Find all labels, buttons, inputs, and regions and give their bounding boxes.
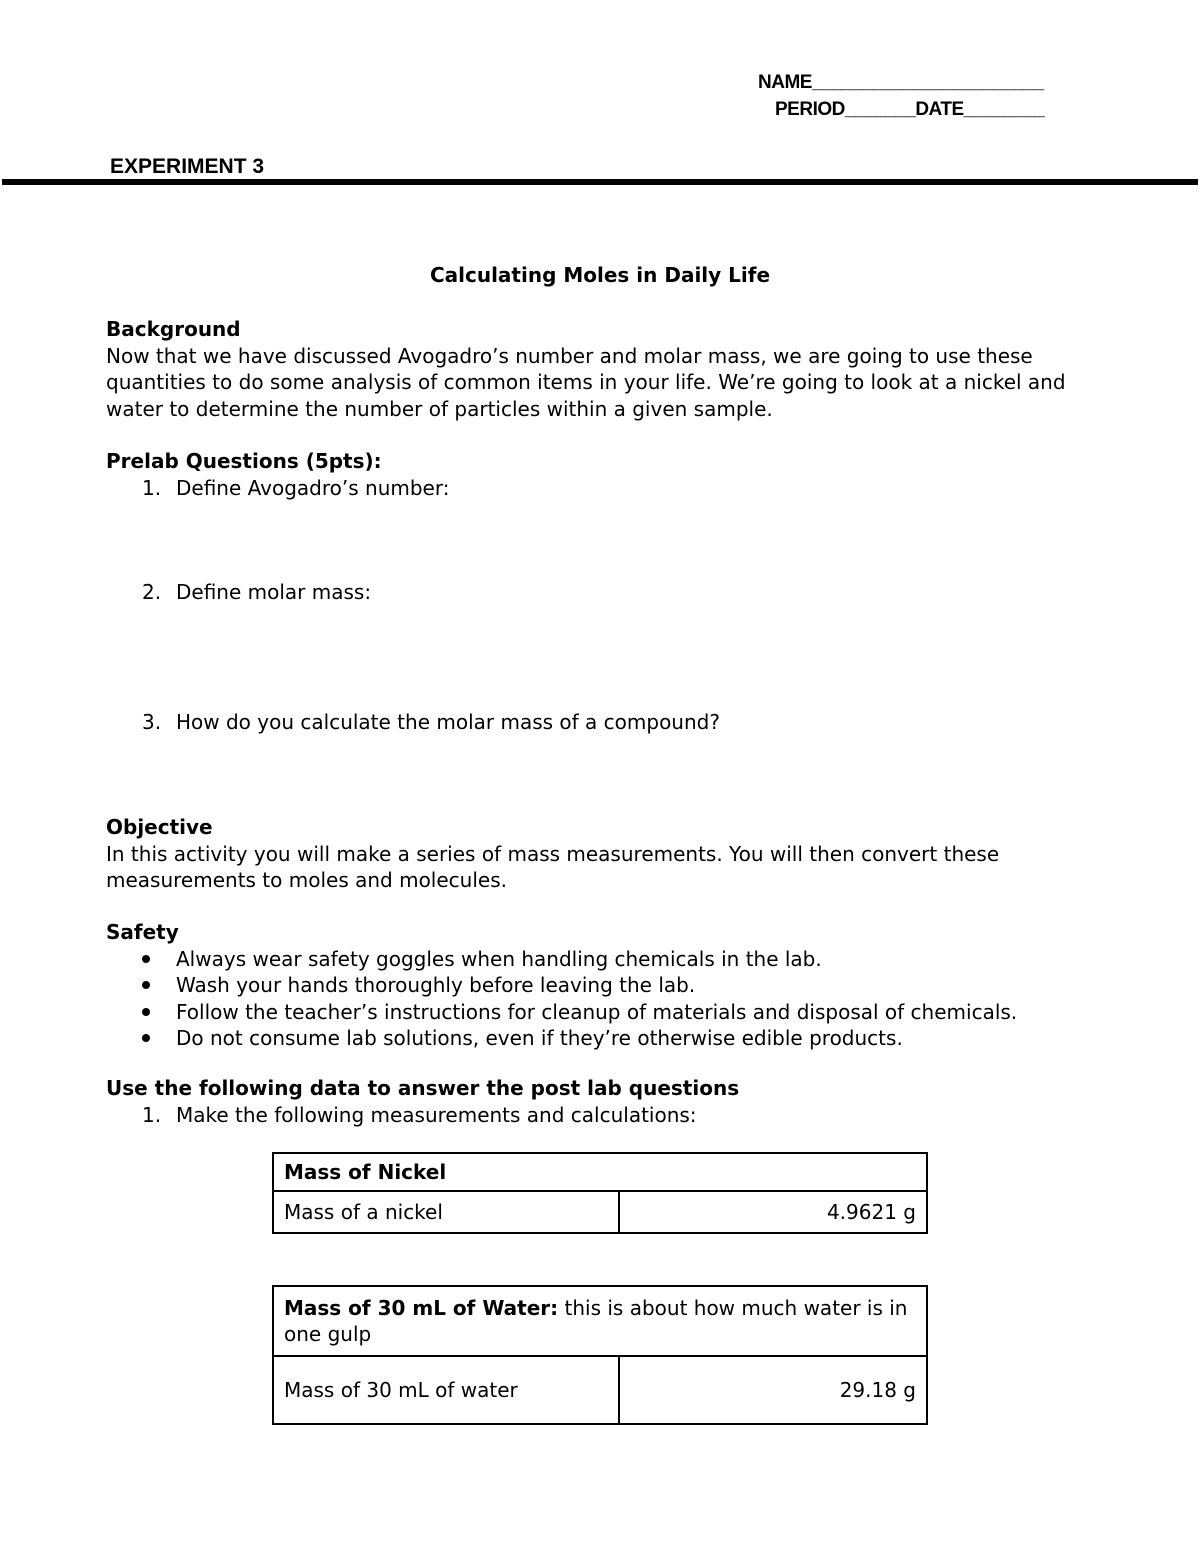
prelab-question-1 <box>106 475 1106 502</box>
safety-item: Do not consume lab solutions, even if they’re otherwise edible products. <box>176 1026 903 1050</box>
period-label: PERIOD <box>775 99 845 120</box>
water-table <box>272 1285 928 1425</box>
data-heading: Use the following data to answer the post lab questions <box>106 1076 740 1100</box>
list-item <box>106 999 1106 1026</box>
background-text: Now that we have discussed Avogadro’s number and molar mass, we are going to use these quantities to do some analysis of common items in your life. We’re going to look at a nickel and water to determine the number of particles within a given sample. <box>106 343 1066 421</box>
prelab-heading: Prelab Questions (5pts): <box>106 449 382 473</box>
question-text: How do you calculate the molar mass of a compound? <box>176 710 720 734</box>
water-mass-label: Mass of 30 mL of water <box>273 1356 619 1424</box>
question-number: 2. <box>142 580 162 604</box>
name-label: NAME <box>758 72 812 93</box>
nickel-table-header: Mass of Nickel <box>273 1153 927 1191</box>
name-blank: _______________________ <box>811 72 1044 93</box>
period-blank: _______ <box>844 99 916 120</box>
table-row <box>273 1153 927 1191</box>
experiment-number: EXPERIMENT 3 <box>110 155 265 178</box>
water-header-note: this is about how much water is in one gulp <box>284 1296 908 1346</box>
bullet-icon <box>142 955 150 963</box>
date-blank: ________ <box>963 99 1045 120</box>
objective-section <box>106 814 1106 894</box>
background-section <box>106 316 1106 422</box>
bullet-icon <box>142 981 150 989</box>
bullet-icon <box>142 1008 150 1016</box>
background-heading: Background <box>106 317 241 341</box>
safety-item: Always wear safety goggles when handling chemicals in the lab. <box>176 946 822 971</box>
table-row <box>273 1191 927 1233</box>
period-date-field <box>775 99 1044 121</box>
objective-text: In this activity you will make a series of mass measurements. You will then convert these measurements to moles and molecules. <box>106 841 1000 892</box>
step-number: 1. <box>142 1102 162 1127</box>
list-item <box>106 475 1106 502</box>
safety-section <box>106 919 1106 1052</box>
prelab-question-3 <box>106 709 1106 736</box>
water-table-header <box>273 1286 927 1356</box>
water-header-bold: Mass of 30 mL of Water: <box>284 1296 559 1320</box>
list-item <box>106 709 1106 736</box>
prelab-section <box>106 448 1106 475</box>
question-number: 3. <box>142 710 162 734</box>
list-item <box>106 1025 1106 1052</box>
safety-item: Wash your hands thoroughly before leaving the lab. <box>176 973 696 997</box>
data-section <box>106 1075 1106 1128</box>
list-item <box>106 946 1106 973</box>
nickel-table <box>272 1152 928 1234</box>
list-item <box>106 579 1106 606</box>
header-rule <box>2 179 1198 185</box>
name-field <box>758 72 1044 94</box>
document-title: Calculating Moles in Daily Life <box>429 263 771 287</box>
date-label: DATE <box>915 99 964 120</box>
water-mass-value: 29.18 g <box>619 1356 927 1424</box>
list-item <box>106 972 1106 999</box>
table-row <box>273 1356 927 1424</box>
table-row <box>273 1286 927 1356</box>
safety-heading: Safety <box>106 920 179 944</box>
step-text: Make the following measurements and calculations: <box>176 1102 697 1127</box>
nickel-mass-value: 4.9621 g <box>619 1191 927 1233</box>
objective-heading: Objective <box>106 815 213 839</box>
question-text: Define molar mass: <box>176 580 372 604</box>
question-number: 1. <box>142 476 162 500</box>
safety-item: Follow the teacher’s instructions for cleanup of materials and disposal of chemicals. <box>176 999 1018 1024</box>
prelab-question-2 <box>106 579 1106 606</box>
bullet-icon <box>142 1034 150 1042</box>
question-text: Define Avogadro’s number: <box>176 476 450 500</box>
list-item <box>106 1102 1106 1129</box>
nickel-mass-label: Mass of a nickel <box>273 1191 619 1233</box>
